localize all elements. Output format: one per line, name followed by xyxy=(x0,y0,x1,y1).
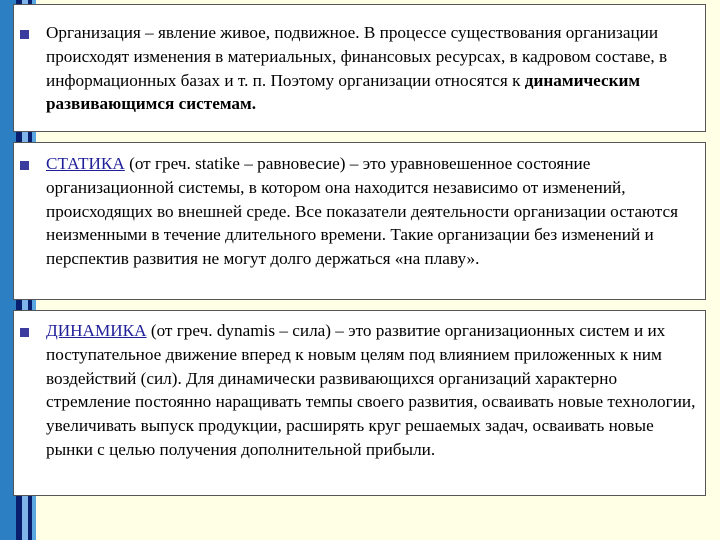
paragraph-text: Организация – явление живое, подвижное. В процессе существования организации происходят изменения в материальных, финансовых ресурсах, в кадровом составе, в информационных базах и т. п. Поэтому организации относятся к xyxy=(46,23,668,90)
square-bullet-icon xyxy=(20,328,29,337)
term-dynamics: ДИНАМИКА xyxy=(46,321,147,340)
paragraph-text: (от греч. dynamis – сила) – это развитие организационных систем и их поступательное движение вперед к новым целям под влиянием приложенных к ним воздействий (сил). Для динамически развивающихся организаций характерно стремление постоянно наращивать темпы своего развития, осваивать новые технологии, увеличивать выпуск продукции, расширять круг решаемых задач, осваивать новые рынки с целью получения дополнительной прибыли. xyxy=(46,321,696,459)
text-box-statics xyxy=(13,142,706,300)
text-box-organization xyxy=(13,4,706,132)
square-bullet-icon xyxy=(20,30,29,39)
paragraph-statics xyxy=(46,152,697,271)
square-bullet-icon xyxy=(20,161,29,170)
paragraph-dynamics xyxy=(46,319,697,462)
paragraph-text: (от греч. statike – равновесие) – это уравновешенное состояние организационной системы, в котором она находится независимо от изменений, происходящих во внешней среде. Все показатели деятельности организации остаются неизменными в течение длительного времени. Такие организации без изменений и перспектив развития не могут долго держаться «на плаву». xyxy=(46,154,679,269)
term-statics: СТАТИКА xyxy=(46,154,125,173)
text-box-dynamics xyxy=(13,310,706,496)
bold-phrase: динамическим развивающимся системам. xyxy=(46,70,641,114)
paragraph-organization xyxy=(46,21,697,116)
